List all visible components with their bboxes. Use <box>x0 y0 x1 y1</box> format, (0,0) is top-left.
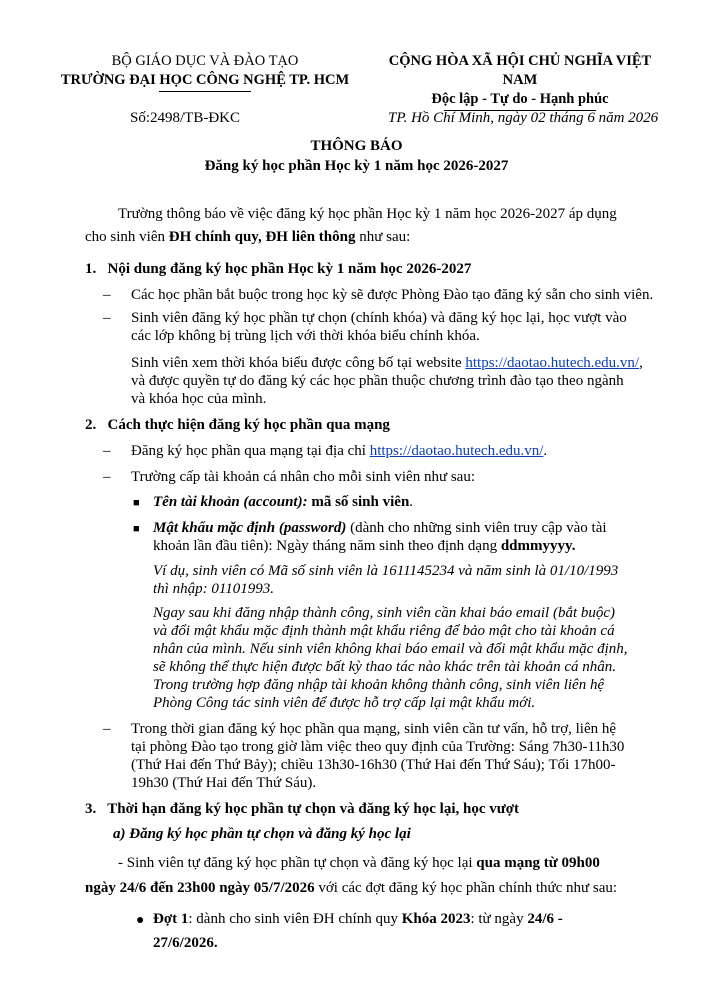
intro-text-end: như sau: <box>355 229 411 245</box>
warning-line-5: Trong trường hợp đăng nhập tài khoản không thành công, sinh viên liên hệ <box>153 677 605 693</box>
registration-link[interactable]: https://daotao.hutech.edu.vn/ <box>369 443 544 459</box>
round-from: : từ ngày <box>470 911 528 927</box>
account-end: . <box>409 494 414 510</box>
password-line-2-text: khoản lần đầu tiên): Ngày tháng năm sinh theo định dạng <box>153 538 501 554</box>
s2-item-1-period: . <box>543 443 548 459</box>
section-3-heading: 3. Thời hạn đăng ký học phần tự chọn và đăng ký học lại, học vượt <box>85 801 520 817</box>
s1-note-line-1 <box>131 354 643 373</box>
document-number: Số:2498/TB-ĐKC <box>130 110 241 126</box>
round-1-line-2: 27/6/2026. <box>153 935 218 951</box>
section-2-heading: 2. Cách thực hiện đăng ký học phần qua mạng <box>85 417 390 433</box>
intro-text: cho sinh viên <box>85 229 169 245</box>
square-bullet-icon: ■ <box>133 497 140 509</box>
account-value: mã số sinh viên <box>307 494 410 510</box>
warning-line-2: và đổi mật khẩu mặc định thành mật khẩu riêng để bảo mật cho tài khoản cá <box>153 623 615 639</box>
issuer-block <box>50 52 360 92</box>
warning-line-6: Phòng Công tác sinh viên để được hỗ trợ cấp lại mật khẩu mới. <box>153 695 536 711</box>
section-1-heading: 1. Nội dung đăng ký học phần Học kỳ 1 năm học 2026-2027 <box>85 261 472 277</box>
example-line-2: thì nhập: 01101993. <box>153 581 274 597</box>
s3-para-text: - Sinh viên tự đăng ký học phần tự chọn và đăng ký học lại <box>118 855 477 871</box>
section-3a-subheading: a) Đăng ký học phần tự chọn và đăng ký học lại <box>113 826 411 842</box>
s3-para-line-1 <box>118 854 600 873</box>
motto: Độc lập - Tự do - Hạnh phúc <box>431 91 609 107</box>
university-name: TRƯỜNG ĐẠI HỌC CÔNG NGHỆ TP. HCM <box>60 72 350 88</box>
s2-item-3-line-3: (Thứ Hai đến Thứ Bảy); chiều 13h30-16h30 (Thứ Hai đến Thứ Sáu); Tối 17h00- <box>131 757 616 773</box>
s3-para-text-end: với các đợt đăng ký học phần chính thức như sau: <box>314 880 618 896</box>
place-date: TP. Hồ Chí Minh, ngày 02 tháng 6 năm 2026 <box>388 110 659 126</box>
round-start: 24/6 - <box>527 911 563 927</box>
round-course: Khóa 2023 <box>401 911 471 927</box>
account-label: Tên tài khoản (account): <box>153 494 308 510</box>
password-format: ddmmyyyy. <box>500 538 576 554</box>
s2-item-2: Trường cấp tài khoản cá nhân cho mỗi sinh viên như sau: <box>131 469 475 485</box>
s1-item-2-line-1: Sinh viên đăng ký học phần tự chọn (chính khóa) và đăng ký học lại, học vượt vào <box>131 310 627 326</box>
intro-line-1: Trường thông báo về việc đăng ký học phần Học kỳ 1 năm học 2026-2027 áp dụng <box>118 206 617 222</box>
password-label: Mật khẩu mặc định (password) <box>153 520 347 536</box>
example-line-1: Ví dụ, sinh viên có Mã số sinh viên là 1611145234 và năm sinh là 01/10/1993 <box>153 563 619 579</box>
round-text: : dành cho sinh viên ĐH chính quy <box>188 911 402 927</box>
password-line-1 <box>153 519 607 538</box>
dash-marker: – <box>103 310 111 326</box>
s2-item-3-line-4: 19h30 (Thứ Hai đến Thứ Sáu). <box>131 775 317 791</box>
s1-note-comma: , <box>639 355 643 371</box>
dash-marker: – <box>103 721 111 737</box>
s1-note-line-3: và khóa học của mình. <box>131 391 267 407</box>
s2-item-3-line-2: tại phòng Đào tạo trong giờ làm việc theo quy định của Trường: Sáng 7h30-11h30 <box>131 739 625 755</box>
notice-title: THÔNG BÁO <box>310 138 403 154</box>
s2-item-3-line-1: Trong thời gian đăng ký học phần qua mạng, sinh viên cần tư vấn, hỗ trợ, liên hệ <box>131 721 617 737</box>
password-text: (dành cho những sinh viên truy cập vào tài <box>346 520 607 536</box>
s1-item-1: Các học phần bắt buộc trong học kỳ sẽ được Phòng Đào tạo đăng ký sẵn cho sinh viên. <box>131 287 654 303</box>
notice-subtitle: Đăng ký học phần Học kỳ 1 năm học 2026-2027 <box>204 158 509 174</box>
s1-note-text: Sinh viên xem thời khóa biểu được công bố tại website <box>131 355 466 371</box>
s2-item-1 <box>131 442 547 461</box>
round-bullet-icon: ● <box>136 913 145 928</box>
dash-marker: – <box>103 287 111 303</box>
password-line-2 <box>153 537 575 556</box>
dash-marker: – <box>103 443 111 459</box>
account-line <box>153 493 413 512</box>
dash-marker: – <box>103 469 111 485</box>
intro-target: ĐH chính quy, ĐH liên thông <box>168 229 356 245</box>
issuer-underline <box>159 91 251 92</box>
s1-note-line-2: và được quyền tự do đăng ký các học phần thuộc chương trình đào tạo theo ngành <box>131 373 624 389</box>
s3-para-line-2 <box>85 879 617 898</box>
square-bullet-icon: ■ <box>133 523 140 535</box>
warning-line-4: sẽ không thể thực hiện được bất kỳ thao tác nào khác trên tài khoản cá nhân. <box>153 659 617 675</box>
s1-item-2-line-2: các lớp không bị trùng lịch với thời khóa biểu chính khóa. <box>131 328 480 344</box>
national-motto-block <box>370 52 670 111</box>
country-name: CỘNG HÒA XÃ HỘI CHỦ NGHĨA VIỆT NAM <box>388 53 652 88</box>
warning-line-1: Ngay sau khi đăng nhập thành công, sinh viên cần khai báo email (bắt buộc) <box>153 605 616 621</box>
ministry-name: BỘ GIÁO DỤC VÀ ĐÀO TẠO <box>111 53 299 69</box>
warning-line-3: nhân của mình. Nếu sinh viên không khai báo email và đổi mật khẩu mặc định, <box>153 641 628 657</box>
round-1-line-1 <box>153 910 563 929</box>
s3-para-start-time: qua mạng từ 09h00 <box>476 855 600 871</box>
s2-item-1-text: Đăng ký học phần qua mạng tại địa chỉ <box>131 443 370 459</box>
round-label: Đợt 1 <box>153 911 189 927</box>
s3-para-period: ngày 24/6 đến 23h00 ngày 05/7/2026 <box>85 880 315 896</box>
intro-line-2 <box>85 228 410 247</box>
website-link[interactable]: https://daotao.hutech.edu.vn/ <box>465 355 640 371</box>
